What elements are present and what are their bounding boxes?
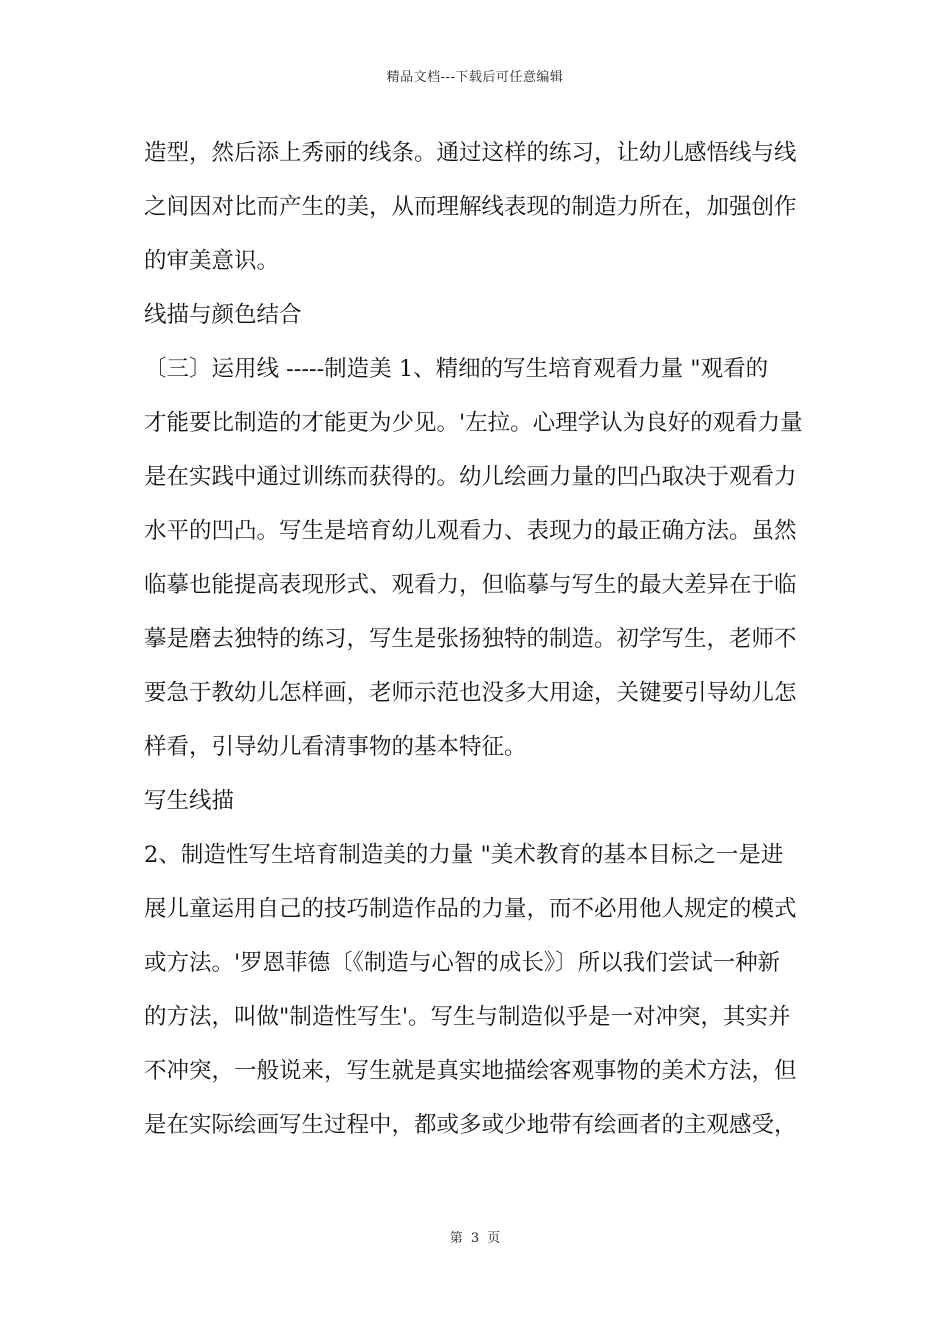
- text-line: 摹是磨去独特的练习，写生是张扬独特的制造。初学写生，老师不: [144, 626, 797, 652]
- page-number-suffix: 页: [487, 1231, 501, 1246]
- text-line: 的方法，叫做"制造性写生'。写生与制造似乎是一对冲突，其实并: [144, 1004, 791, 1030]
- page-header: 精品文档---下载后可任意编辑: [386, 70, 564, 85]
- page-number-prefix: 第: [449, 1231, 463, 1246]
- text-line: 水平的凹凸。写生是培育幼儿观看力、表现力的最正确方法。虽然: [144, 518, 797, 544]
- page-number: 3: [470, 1231, 480, 1246]
- text-line: 造型，然后添上秀丽的线条。通过这样的练习，让幼儿感悟线与线: [144, 140, 797, 166]
- text-line: 要急于教幼儿怎样画，老师示范也没多大用途，关键要引导幼儿怎: [144, 680, 797, 706]
- page-footer: [0, 1227, 950, 1246]
- section-heading: 写生线描: [144, 788, 235, 814]
- text-line: 是在实际绘画写生过程中，都或多或少地带有绘画者的主观感受，: [144, 1112, 797, 1138]
- section-heading: 线描与颜色结合: [144, 302, 302, 328]
- text-line: 2、制造性写生培育制造美的力量 "美术教育的基本目标之一是进: [144, 842, 784, 868]
- text-line: 样看，引导幼儿看清事物的基本特征。: [144, 734, 527, 760]
- text-line: 才能要比制造的才能更为少见。'左拉。心理学认为良好的观看力量: [144, 410, 803, 436]
- text-line: 不冲突，一般说来，写生就是真实地描绘客观事物的美术方法，但: [144, 1058, 797, 1084]
- text-line: 是在实践中通过训练而获得的。幼儿绘画力量的凹凸取决于观看力: [144, 464, 797, 490]
- document-body: [144, 126, 812, 1152]
- text-line: 〔三〕运用线 -----制造美 1、精细的写生培育观看力量 "观看的: [144, 356, 769, 382]
- text-line: 临摹也能提高表现形式、观看力，但临摹与写生的最大差异在于临: [144, 572, 797, 598]
- text-line: 或方法。'罗恩菲德〔《制造与心智的成长》〕所以我们尝试一种新: [144, 950, 781, 976]
- text-line: 的审美意识。: [144, 248, 280, 274]
- text-line: 之间因对比而产生的美，从而理解线表现的制造力所在，加强创作: [144, 194, 797, 220]
- text-line: 展儿童运用自己的技巧制造作品的力量，而不必用他人规定的模式: [144, 896, 797, 922]
